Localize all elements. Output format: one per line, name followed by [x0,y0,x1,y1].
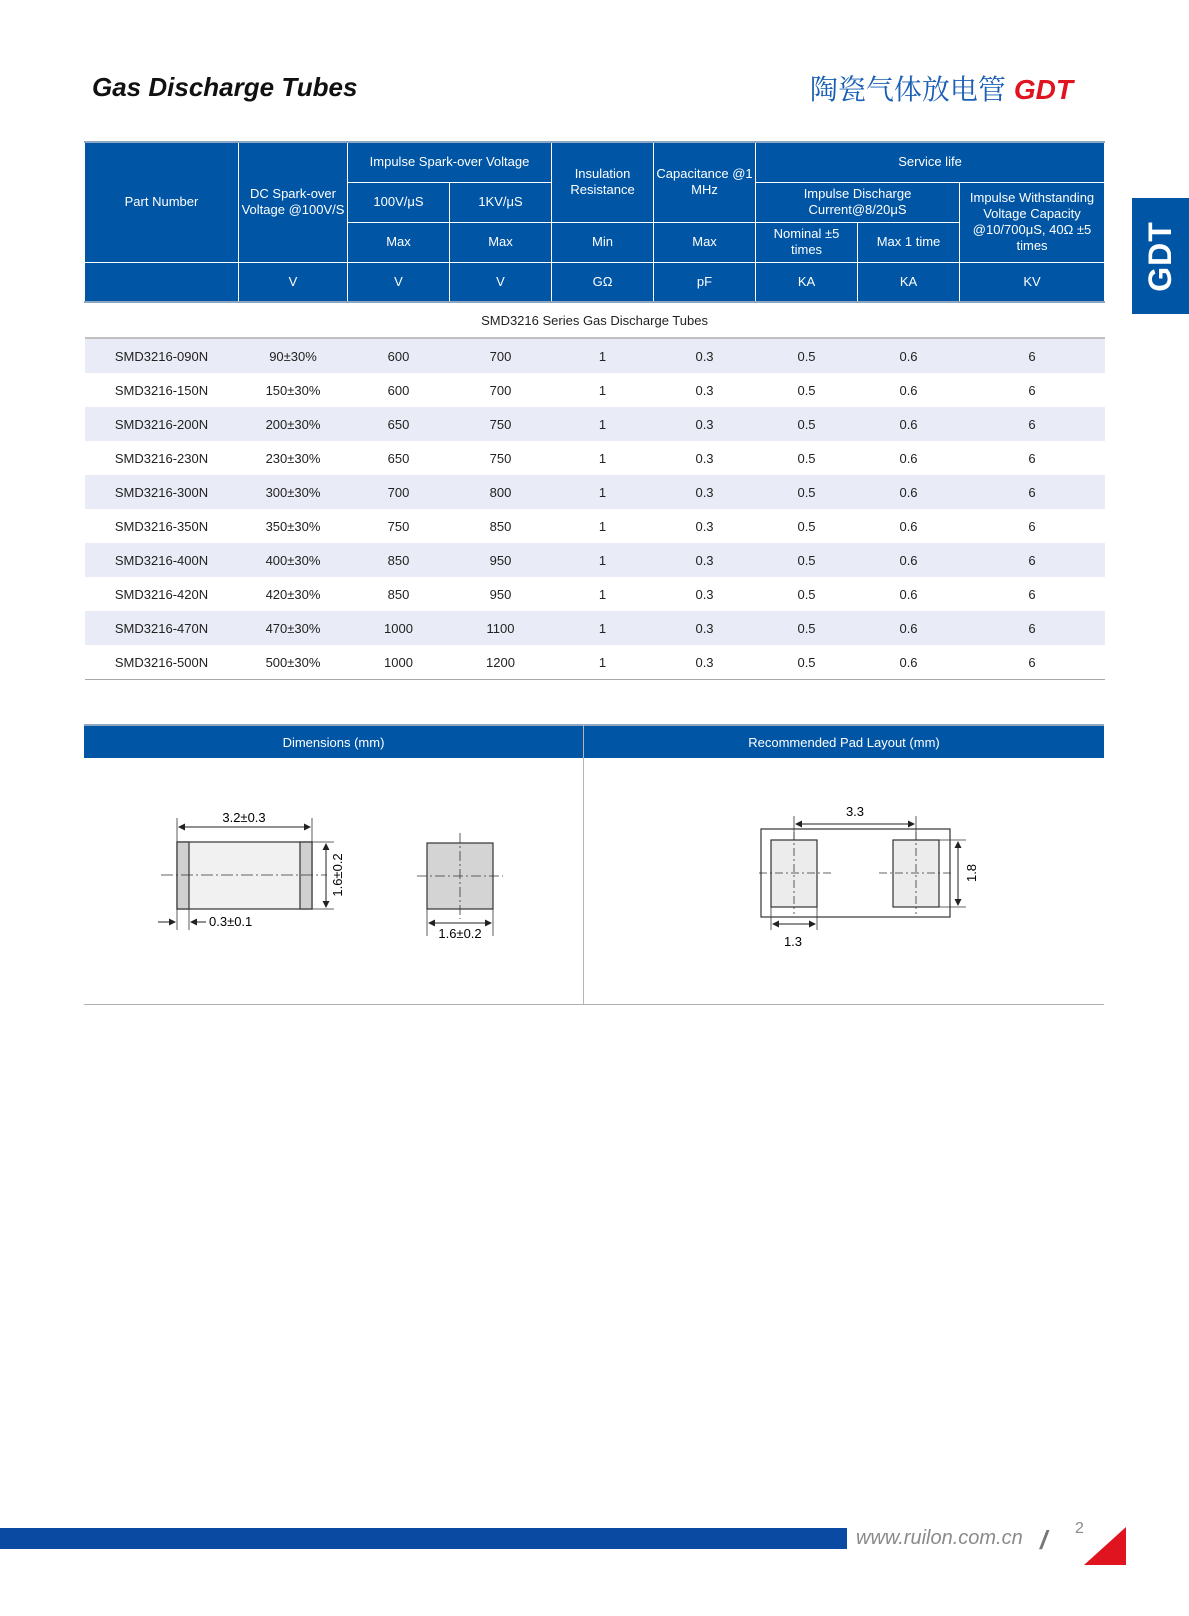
table-cell: 850 [348,543,450,577]
terminal-label: 0.3±0.1 [209,914,253,929]
table-cell: 1 [598,586,607,602]
side-tab-label: GDT [1142,220,1179,292]
table-cell: 0.3 [654,611,756,645]
table-cell: 300±30% [239,475,348,509]
header-unit: V [348,262,450,302]
header-impulse-sparkover: Impulse Spark-over Voltage [348,142,552,182]
table-cell: 0.5 [756,543,858,577]
title-cn-text: 陶瓷气体放电管 [809,74,1006,105]
table-cell: 750 [450,407,552,441]
header-unit: KA [858,262,960,302]
table-cell: 0.3 [695,450,714,466]
table-cell: 1 [598,382,607,398]
part-number-cell: SMD3216-350N [114,518,209,534]
table-cell: 600 [387,382,410,398]
footer-corner-triangle [1082,1527,1126,1567]
table-cell: 800 [450,475,552,509]
table-cell: 0.6 [858,543,960,577]
part-number-cell: SMD3216-420N [114,586,209,602]
table-cell: 0.6 [858,475,960,509]
table-cell: 600 [348,338,450,373]
footer-slash: / [1040,1525,1048,1555]
table-cell: 6 [1028,382,1036,398]
table-row [85,475,1105,509]
side-view [158,810,345,930]
table-cell: 470±30% [239,611,348,645]
table-cell: 1 [598,518,607,534]
part-number-cell: SMD3216-090N [85,338,239,373]
table-cell: 1200 [450,645,552,680]
table-cell: 1 [552,475,654,509]
part-number-cell: SMD3216-300N [85,475,239,509]
table-cell: 6 [960,611,1105,645]
length-label: 3.2±0.3 [222,810,266,825]
header-unit-blank [85,262,239,302]
footer-url: www.ruilon.com.cn [856,1527,1023,1549]
pad-layout-header: Recommended Pad Layout (mm) [584,724,1104,758]
header-part-number: Part Number [85,142,239,262]
table-cell: 6 [960,407,1105,441]
table-cell: 700 [450,338,552,373]
table-row [85,338,1105,373]
table-row [85,543,1105,577]
header-insulation: Insulation Resistance [552,142,654,222]
header-unit: GΩ [552,262,654,302]
table-cell: 6 [1028,586,1036,602]
title-tag: GDT [1013,74,1073,105]
pad-width-label: 1.3 [783,934,803,949]
table-cell: 0.3 [695,518,714,534]
pad-layout-drawing [584,758,1104,1003]
table-cell: 0.6 [858,407,960,441]
table-cell: 0.5 [756,645,858,680]
table-cell: 0.3 [654,338,756,373]
header-100v: 100V/μS [348,182,450,222]
table-cell: 950 [489,586,512,602]
header-unit: KA [756,262,858,302]
header-dc-sparkover: DC Spark-over Voltage @100V/S [239,142,348,262]
part-number-cell: SMD3216-230N [114,450,209,466]
series-label: SMD3216 Series Gas Discharge Tubes [85,302,1105,338]
header-unit: V [450,262,552,302]
table-cell: 0.6 [899,382,918,398]
header-unit: V [239,262,348,302]
table-cell: 0.3 [654,407,756,441]
table-cell: 1 [598,450,607,466]
header-service-life: Service life [756,142,1105,182]
table-row [85,577,1105,611]
table-row [85,509,1105,543]
table-cell: 500±30% [239,645,348,680]
header-max-once: Max 1 time [858,222,960,262]
table-cell: 6 [960,645,1105,680]
table-cell: 350±30% [265,518,321,534]
table-cell: 6 [1028,450,1036,466]
table-cell: 0.6 [858,338,960,373]
page-title: Gas Discharge Tubes [92,72,358,102]
table-row [85,645,1105,680]
table-cell: 0.3 [695,382,714,398]
pad-height-label: 1.8 [964,863,979,883]
table-cell: 650 [387,450,410,466]
span-label: 3.3 [845,804,865,819]
header-max-1kv: Max [450,222,552,262]
part-number-cell: SMD3216-470N [85,611,239,645]
part-number-cell: SMD3216-200N [85,407,239,441]
page-number: 2 [1075,1520,1084,1537]
table-cell: 90±30% [239,338,348,373]
height-label: 1.6±0.2 [330,853,345,897]
table-cell: 0.3 [654,475,756,509]
table-cell: 1 [552,645,654,680]
table-cell: 0.5 [797,586,816,602]
header-max-cap: Max [654,222,756,262]
header-max-100v: Max [348,222,450,262]
table-cell: 200±30% [239,407,348,441]
table-row [85,441,1105,475]
table-cell: 700 [348,475,450,509]
page-title-cn [810,68,1073,108]
table-cell: 750 [489,450,512,466]
table-cell: 0.5 [756,611,858,645]
header-nominal: Nominal ±5 times [756,222,858,262]
table-cell: 6 [960,475,1105,509]
header-capacitance: Capacitance @1 MHz [654,142,756,222]
dimensions-header: Dimensions (mm) [84,724,583,758]
table-cell: 1 [552,338,654,373]
table-cell: 150±30% [265,382,321,398]
table-cell: 1 [552,407,654,441]
table-cell: 0.3 [654,645,756,680]
table-cell: 0.3 [695,586,714,602]
part-number-cell: SMD3216-500N [85,645,239,680]
table-cell: 420±30% [265,586,321,602]
dimensions-drawing [84,758,583,1003]
table-cell: 0.5 [756,475,858,509]
table-row [85,611,1105,645]
table-cell: 850 [387,586,410,602]
spec-table [84,141,1105,680]
table-cell: 0.3 [654,543,756,577]
table-cell: 0.5 [756,338,858,373]
part-number-cell: SMD3216-150N [114,382,209,398]
header-1kv: 1KV/μS [450,182,552,222]
table-cell: 230±30% [265,450,321,466]
table-cell: 400±30% [239,543,348,577]
header-unit: pF [654,262,756,302]
table-cell: 950 [450,543,552,577]
table-cell: 0.6 [899,518,918,534]
table-cell: 6 [1028,518,1036,534]
table-cell: 0.6 [899,586,918,602]
table-cell: 700 [489,382,512,398]
width-label: 1.6±0.2 [438,926,482,941]
side-tab [1132,198,1189,314]
table-cell: 0.5 [756,407,858,441]
header-unit: KV [960,262,1105,302]
table-cell: 1000 [348,611,450,645]
part-number-cell: SMD3216-400N [85,543,239,577]
table-cell: 0.5 [797,450,816,466]
footer-bar [0,1528,847,1549]
table-cell: 1 [552,611,654,645]
table-row [85,407,1105,441]
table-cell: 0.5 [797,518,816,534]
table-cell: 6 [960,543,1105,577]
table-row [85,373,1105,407]
header-min: Min [552,222,654,262]
table-cell: 0.6 [858,645,960,680]
table-cell: 850 [489,518,512,534]
table-cell: 750 [387,518,410,534]
table-cell: 0.6 [899,450,918,466]
header-impulse-discharge: Impulse Discharge Current@8/20μS [756,182,960,222]
table-cell: 650 [348,407,450,441]
end-view [417,833,503,941]
table-cell: 1100 [450,611,552,645]
table-cell: 6 [960,338,1105,373]
table-cell: 1000 [348,645,450,680]
header-impulse-withstanding: Impulse Withstanding Voltage Capacity @10/700μS, 40Ω ±5 times [960,182,1105,262]
table-cell: 0.6 [858,611,960,645]
table-cell: 0.5 [797,382,816,398]
table-cell: 1 [552,543,654,577]
